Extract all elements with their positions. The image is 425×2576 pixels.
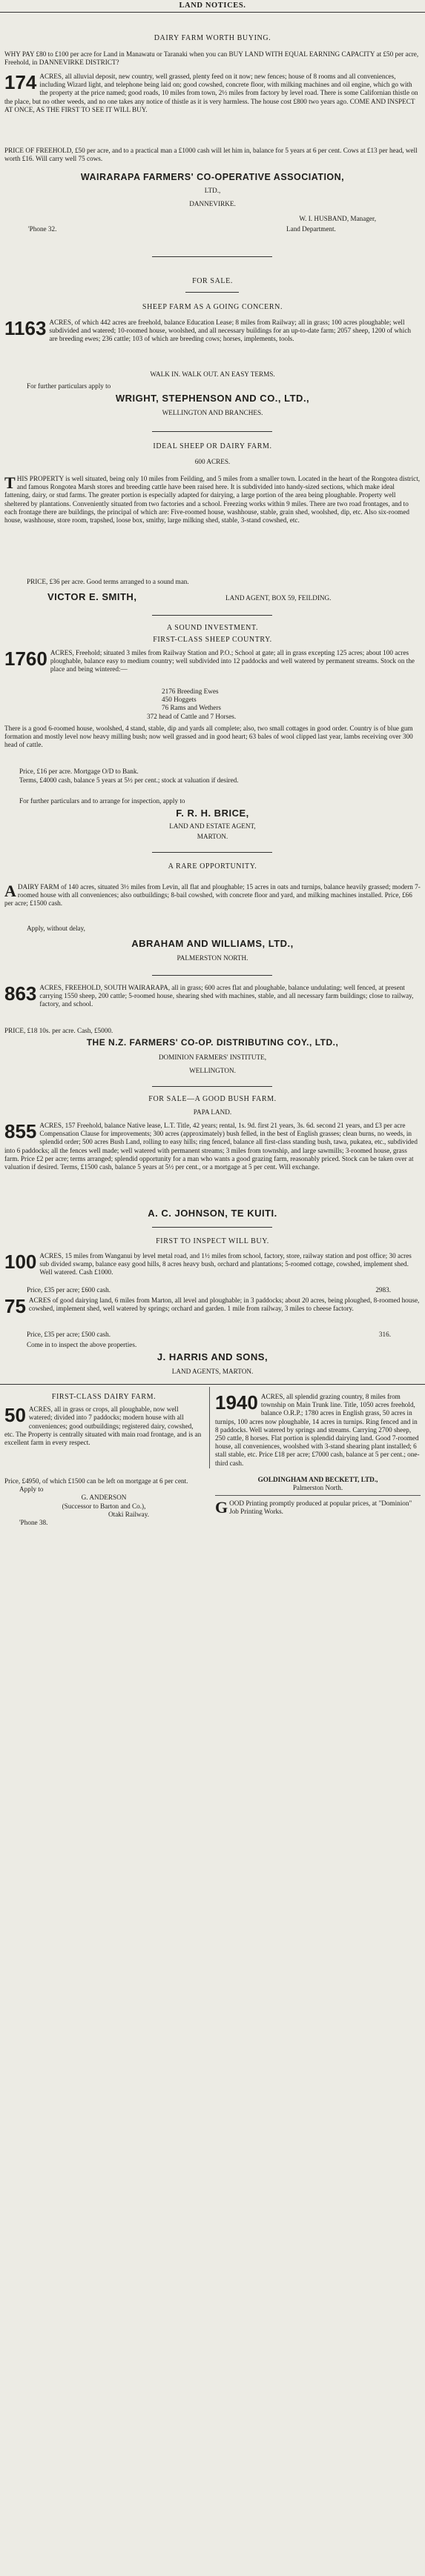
- ad4-particulars: For further particulars and to arrange for inspection, apply to: [19, 797, 185, 805]
- ad4-stock-list: [147, 688, 310, 721]
- ad8-agent-addr: LAND AGENTS, MARTON.: [171, 1368, 254, 1375]
- ad4-price: Price, £16 per acre. Mortgage O/D to Bank.: [19, 768, 139, 775]
- ad6-agent-town: WELLINGTON.: [189, 1067, 236, 1074]
- ad5-agent-town: PALMERSTON NORTH.: [177, 954, 248, 962]
- ad9: [4, 1393, 203, 1476]
- divider: [152, 1086, 272, 1087]
- ad8-text2: [4, 1297, 421, 1329]
- ad1-body: ACRES, all alluvial deposit, new country, well grassed, plenty feed on it now; new fences; house of 8 rooms and all conveniences, including Wizard light, and telephone being laid on; good cowshed, concrete floor, with milking machines and oil engine, which go with the property at the price named; good roads, 10 miles from town, 2½ miles from factory by level road. There is some Californian thistle on the place, but no other weeds, and no one takes any notice of thistle as it is very harmless. The house cost £800 two years ago. COME AND INSPECT AT ONCE, AS THE FIRST TO SEE IT WILL BUY.: [4, 73, 418, 113]
- ad2-branches: WELLINGTON AND BRANCHES.: [162, 409, 263, 416]
- ad8-ref-1: 2983.: [375, 1286, 391, 1294]
- ad5-title: A RARE OPPORTUNITY.: [168, 862, 257, 871]
- ad8-price-1: Price, £35 per acre; £600 cash.: [27, 1286, 111, 1294]
- ad10: [215, 1393, 421, 1473]
- ad6-price: PRICE, £18 10s. per acre. Cash, £5000.: [4, 1027, 113, 1034]
- ad4-body2: There is a good 6-roomed house, woolshed, 4 stand, stable, dip and yards all complete; also, two small cottages in good order. Country is of blue gum formation and mostly level now heavy milling bush; now well grassed and in good heart; 63 bales of wool clipped last year, lambs receiving over 300 head of cattle.: [4, 725, 413, 749]
- ad4-stock-item: 76 Rams and Wethers: [162, 704, 221, 712]
- ad1-text: [4, 73, 421, 139]
- ad8-body-1: ACRES, 15 miles from Wanganui by level metal road, and 1½ miles from school, factory, store, railway station and post office; 30 acres sub divided swamp, balance easy good hills, 8 acres heavy bush, orchard and plantations; 5-roomed cottage, cowshed, implement shed. Well watered. Cash £1000.: [39, 1252, 412, 1277]
- ad9-acreage: 50: [4, 1404, 26, 1427]
- column-divider: [209, 1387, 210, 1468]
- ad8-body-2: ACRES of good dairying land, 6 miles from Marton, all level and ploughable; in 3 paddocks; about 20 acres, being ploughed, 8-roomed house, cowshed, implement shed, well watered by springs; orchard and garden. 1 mile from railway, 3 miles to cheese factory.: [28, 1297, 420, 1313]
- ad3-drop-cap: T: [4, 473, 16, 492]
- ad8-price-line-1: [4, 1286, 421, 1294]
- ad8-title: FIRST TO INSPECT WILL BUY.: [156, 1237, 269, 1245]
- ad4-agent: F. R. H. BRICE,: [176, 808, 249, 819]
- ad6-agent-inst: DOMINION FARMERS' INSTITUTE,: [158, 1054, 267, 1061]
- ad1-phone-line: [4, 225, 421, 233]
- ad9-price: Price, £4950, of which £1500 can be left on mortgage at 6 per cent.: [4, 1477, 188, 1485]
- divider: [152, 1227, 272, 1228]
- ad1-agent-town: DANNEVIRKE.: [189, 200, 236, 207]
- ad1-agent: WAIRARAPA FARMERS' CO-OPERATIVE ASSOCIATION,: [80, 172, 345, 182]
- ad6-agent: THE N.Z. FARMERS' CO-OP. DISTRIBUTING COY., LTD.,: [86, 1037, 339, 1048]
- ad8-price-line-2: [4, 1331, 421, 1339]
- ad2-walk-in: WALK IN. WALK OUT. AN EASY TERMS.: [150, 370, 275, 378]
- ad3-body: HIS PROPERTY is well situated, being only 10 miles from Feilding, and 5 miles from a smaller town. Located in the heart of the Rongotea district, and famous Rongotea Marsh stores and breeding cattle have been raised here. It is subdivided into handy-sized sections, which make ideal fattening, dairy, or stud farms. The greater portion is especially adapted for dairying, a large portion of the area being ploughable. Property well sheltered by plantations. Conveniently situated from two factories and a school. Freezing works within 9 miles. There are two road frontages, and to each frontage there are buildings, the principal of which are: Five-roomed house, washhouse, stable, grain shed, woolshed, dip, etc. Also six-roomed house, washhouse, store room, trapshed, loose box, smithy, large milking shed, stable, 3-stand cowshed, etc.: [4, 475, 421, 525]
- divider: [152, 615, 272, 616]
- ad3-subtitle: 600 ACRES.: [194, 458, 231, 465]
- ad4-subtitle: FIRST-CLASS SHEEP COUNTRY.: [153, 636, 272, 644]
- ad9-apply: Apply to: [19, 1485, 44, 1494]
- ad10-agent: GOLDINGHAM AND BECKETT, LTD.,: [257, 1476, 378, 1483]
- ad4-agent-town: MARTON.: [197, 833, 228, 840]
- ad9-agent: G. ANDERSON: [81, 1494, 127, 1502]
- ad7-title: FOR SALE—A GOOD BUSH FARM.: [148, 1095, 277, 1103]
- ad4-text: [4, 649, 421, 683]
- ad8-acreage-2: 75: [4, 1295, 26, 1317]
- divider: [152, 256, 272, 257]
- ad9-title: FIRST-CLASS DAIRY FARM.: [51, 1393, 157, 1401]
- ad3-title: IDEAL SHEEP OR DAIRY FARM.: [153, 442, 272, 450]
- ad10-agent-town: Palmerston North.: [292, 1484, 343, 1492]
- ad1-acreage: 174: [4, 71, 37, 93]
- ad6-acreage: 863: [4, 982, 37, 1005]
- divider: [152, 852, 272, 853]
- ad3-price: PRICE, £36 per acre. Good terms arranged to a sound man.: [27, 578, 189, 585]
- ad3-agent-addr: LAND AGENT, BOX 59, FEILDING.: [225, 594, 332, 602]
- ad10-body: ACRES, all splendid grazing country, 8 miles from township on Main Trunk line. Title, 1050 acres freehold, balance O.R.P.; 1780 acres in English grass, 50 acres in turnips, 100 acres now ploughable, 14 acres in turnips. Ring fenced and in 8 paddocks. Well watered by springs and streams. Carrying 2700 sheep, 250 cattle, 8 horses. Flat portion is splendid dairying land. Good 7-roomed house, all conveniences, woolshed with 3-stand shearing plant installed; 6 stall stable, etc. Price £18 per acre; £7000 cash, balance at 5 per cent.; one-third cash.: [215, 1393, 420, 1467]
- ad3-agent: VICTOR E. SMITH,: [47, 591, 137, 602]
- ad1-price: PRICE OF FREEHOLD, £50 per acre, and to a practical man a £1000 cash will let him in, balance for 5 years at 6 per cent. Cows at £13 per head, well worth £16. Will carry well 75 cows.: [4, 147, 418, 163]
- ad7-agent: A. C. JOHNSON, TE KUITI.: [148, 1208, 277, 1219]
- ad9-phone: 'Phone 38.: [19, 1519, 48, 1527]
- ad11: [215, 1500, 421, 1529]
- divider: [215, 1495, 421, 1496]
- ad9-footer: [4, 1477, 203, 1527]
- divider: [0, 12, 425, 13]
- ad4-stock-item: 372 head of Cattle and 7 Horses.: [147, 712, 237, 720]
- ad6-body: ACRES, FREEHOLD, SOUTH WAIRARAPA, all in grass; 600 acres flat and ploughable, balance undulating; well fenced, at present carrying 1550 sheep, 200 cattle; 5-roomed house, shearing shed with machines, stable, and all necessary farm buildings; close to railway, factory, and school.: [39, 984, 414, 1008]
- ad9-text: [4, 1405, 203, 1447]
- ad2-agent: WRIGHT, STEPHENSON AND CO., LTD.,: [115, 393, 310, 404]
- ad2-section: FOR SALE.: [192, 277, 233, 285]
- ad10-footer: [215, 1476, 421, 1492]
- ad3-text: [4, 475, 421, 576]
- ad1-manager: W. I. HUSBAND, Manager,: [299, 215, 376, 222]
- ad11-drop-cap: G: [215, 1498, 228, 1517]
- ad7-acreage: 855: [4, 1120, 37, 1142]
- ad8-call: Come in to inspect the above properties.: [27, 1341, 137, 1348]
- ad5-drop-cap: A: [4, 882, 16, 900]
- ad4-stock-item: 450 Hoggets: [162, 696, 197, 704]
- ad4-agent-title: LAND AND ESTATE AGENT,: [169, 822, 256, 830]
- ad9-agent-note: (Successor to Barton and Co.),: [62, 1502, 146, 1510]
- divider: [185, 292, 239, 293]
- ad4-body: ACRES, Freehold; situated 3 miles from Railway Station and P.O.; School at gate; all in grass excepting 125 acres; about 100 acres ploughable, balance easy to medium country; well subdivided into 12 paddocks and well watered by permanent streams. Stock on the place and being wintered:—: [50, 649, 415, 673]
- ad9-agent-town: Otaki Railway.: [108, 1510, 150, 1518]
- ad1-intro: WHY PAY £80 to £100 per acre for Land in Manawatu or Taranaki when you can BUY LAND WITH EQUAL EARNING CAPACITY at £50 per acre, Freehold, in DANNEVIRKE DISTRICT?: [4, 50, 419, 67]
- ad2-acreage: 1163: [4, 317, 47, 339]
- ad8-ref-2: 316.: [378, 1331, 391, 1338]
- ad4-stock-item: 2176 Breeding Ewes: [162, 688, 219, 695]
- ad4-title: A SOUND INVESTMENT.: [166, 624, 259, 632]
- ad1-title: DAIRY FARM WORTH BUYING.: [154, 34, 271, 42]
- ad2-particulars: For further particulars apply to: [27, 382, 111, 390]
- ad1-dept: Land Department.: [286, 225, 336, 233]
- ad5-text: [4, 883, 421, 919]
- ad1-phone: 'Phone 32.: [28, 225, 57, 233]
- ad4-acreage: 1760: [4, 648, 47, 670]
- page-heading: LAND NOTICES.: [179, 1, 246, 10]
- ad6-text: [4, 984, 421, 1019]
- ad3-agent-line: [4, 593, 421, 602]
- ad2-text: [4, 319, 421, 369]
- ad8-agent: J. HARRIS AND SONS,: [157, 1351, 268, 1362]
- divider: [0, 1384, 425, 1385]
- ad7-body: ACRES, 157 Freehold, balance Native lease, L.T. Title, 42 years; rental, 1s. 9d. first 21 years, 3s. 6d. second 21 years, and £3 per acre Compensation Clause for improvements; 300 acres (approximately) bush felled, in the best of English grasses; clean burns, no weeds, in splendid order; 500 acres Bush Land, rolling to easy hills; ring fenced, balance all first-class standing bush, tawa, pukatea, etc., subdivided into 6 paddocks; all the fences well made; well watered with permanent streams; 3 miles from township, and large sawmills; 3-roomed house, grass farm. Price £2 per acre; terms arranged; splendid opportunity for a man who wants a good grazing farm, reasonably priced. Stock can be taken over at valuation if desired. Terms, £1500 cash, balance 5 years at 5½ per cent., or a mortgage at 5 per cent. Will exchange.: [4, 1122, 418, 1171]
- ad8-text1: [4, 1252, 421, 1285]
- ad4-terms: Terms, £4000 cash, balance 5 years at 5½ per cent.; stock at valuation if desired.: [19, 776, 239, 784]
- divider: [152, 431, 272, 432]
- ad10-acreage: 1940: [215, 1391, 258, 1414]
- ad9-body: ACRES, all in grass or crops, all ploughable, now well watered; divided into 7 paddocks; modern house with all conveniences; good outbuildings; registered dairy, cowshed, etc. The Property is centrally situated with main road frontage, and is an excellent farm in every respect.: [4, 1405, 202, 1447]
- ad11-body: OOD Printing promptly produced at popular prices, at "Dominion" Job Printing Works.: [229, 1500, 412, 1516]
- ad5-apply: Apply, without delay,: [27, 925, 85, 932]
- ad5-agent: ABRAHAM AND WILLIAMS, LTD.,: [131, 938, 294, 949]
- ad1-agent-ltd: LTD.,: [204, 187, 221, 194]
- ad7-text: [4, 1122, 421, 1205]
- divider: [152, 975, 272, 976]
- ad8-price-2: Price, £35 per acre; £500 cash.: [27, 1331, 111, 1338]
- ad7-subtitle: PAPA LAND.: [193, 1108, 232, 1116]
- ad2-body: ACRES, of which 442 acres are freehold, balance Education Lease; 8 miles from Railway; all in grass; 100 acres ploughable; well subdivided and watered; 10-roomed house, woolshed, and all necessary buildings for an up-to-date farm; 2057 sheep, 1200 of which are breeding ewes; 236 cattle; 103 of which are breeding cows; horses, implements, tools.: [49, 319, 411, 343]
- ad2-title: SHEEP FARM AS A GOING CONCERN.: [142, 303, 283, 311]
- ad5-body: DAIRY FARM of 140 acres, situated 3½ miles from Levin, all flat and ploughable; 15 acres in oats and turnips, balance heavily grassed; modern 7-roomed house with all conveniences; also outbuildings; 8-bail cowshed, with concrete floor and yard, and milking machines installed. Price, £66 per acre; £1500 cash.: [4, 883, 421, 908]
- ad8-acreage-1: 100: [4, 1251, 37, 1273]
